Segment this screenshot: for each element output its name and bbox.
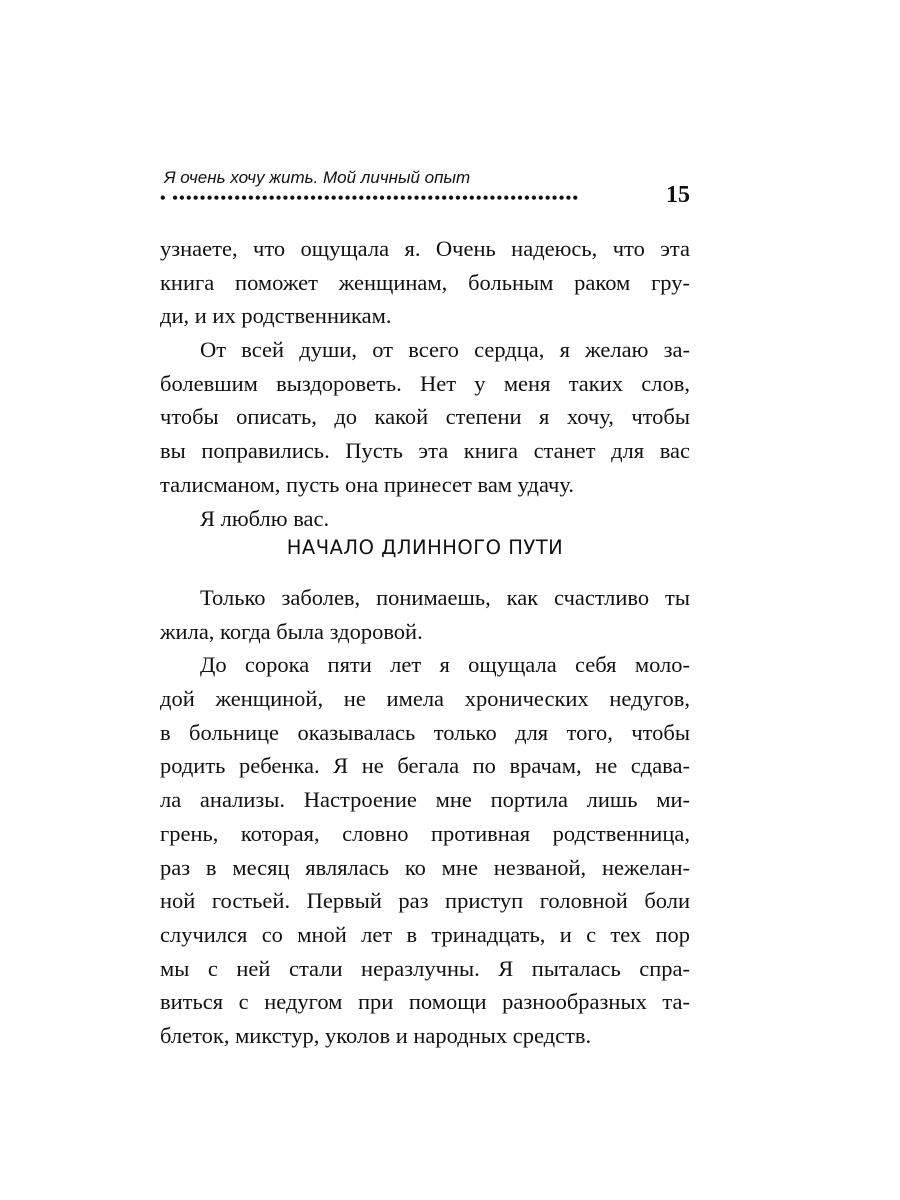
text-line: ной гостьей. Первый раз приступ головной боли (160, 888, 690, 914)
text-line: вы поправились. Пусть эта книга станет для вас (160, 438, 690, 464)
running-head-title: Я очень хочу жить. Мой личный опыт (164, 168, 471, 187)
text-line: Я люблю вас. (200, 505, 330, 531)
text-line: раз в месяц являлась ко мне незваной, нежелан- (160, 854, 690, 880)
paragraph (160, 232, 690, 333)
text-line: болевшим выздороветь. Нет у меня таких слов, (160, 370, 690, 396)
text-line: До сорока пяти лет я ощущала себя моло- (200, 652, 690, 678)
paragraph (160, 581, 690, 648)
paragraph (160, 333, 690, 501)
text-line: узнаете, что ощущала я. Очень надеюсь, что эта (160, 236, 690, 261)
text-line: грень, которая, словно противная родственница, (160, 820, 690, 846)
text-line: талисманом, пусть она принесет вам удачу. (160, 471, 574, 497)
text-line: родить ребенка. Я не бегала по врачам, не сдава- (160, 753, 690, 779)
paragraph (160, 502, 690, 536)
body-text-section-1 (160, 232, 690, 535)
text-line: чтобы описать, до какой степени я хочу, чтобы (160, 404, 690, 430)
text-line: мы с ней стали неразлучны. Я пыталась спра- (160, 955, 690, 981)
body-text-section-2 (160, 581, 690, 1053)
paragraph (160, 648, 690, 1052)
text-line: случился со мной лет в тринадцать, и с тех пор (160, 921, 690, 947)
text-line: в больнице оказывалась только для того, чтобы (160, 719, 690, 745)
running-head (160, 168, 690, 216)
dotted-leader: • ••••••••••••••••••••••••••••••••••••••••••••••••••••••••••• (160, 192, 580, 206)
text-line: ла анализы. Настроение мне портила лишь ми- (160, 787, 690, 813)
text-line: От всей души, от всего сердца, я желаю за- (200, 337, 690, 363)
page-number: 15 (666, 182, 690, 208)
text-line: блеток, микстур, уколов и народных средств. (160, 1022, 592, 1048)
section-heading: НАЧАЛО ДЛИННОГО ПУТИ (286, 536, 564, 559)
text-line: ди, и их родственникам. (160, 303, 392, 329)
text-line: дой женщиной, не имела хронических недугов, (160, 686, 690, 712)
text-line: Только заболев, понимаешь, как счастливо ты (200, 585, 690, 610)
text-line: жила, когда была здоровой. (160, 618, 423, 644)
text-line: книга поможет женщинам, больным раком гру- (160, 269, 690, 295)
text-line: виться с недугом при помощи разнообразных та- (160, 989, 690, 1015)
